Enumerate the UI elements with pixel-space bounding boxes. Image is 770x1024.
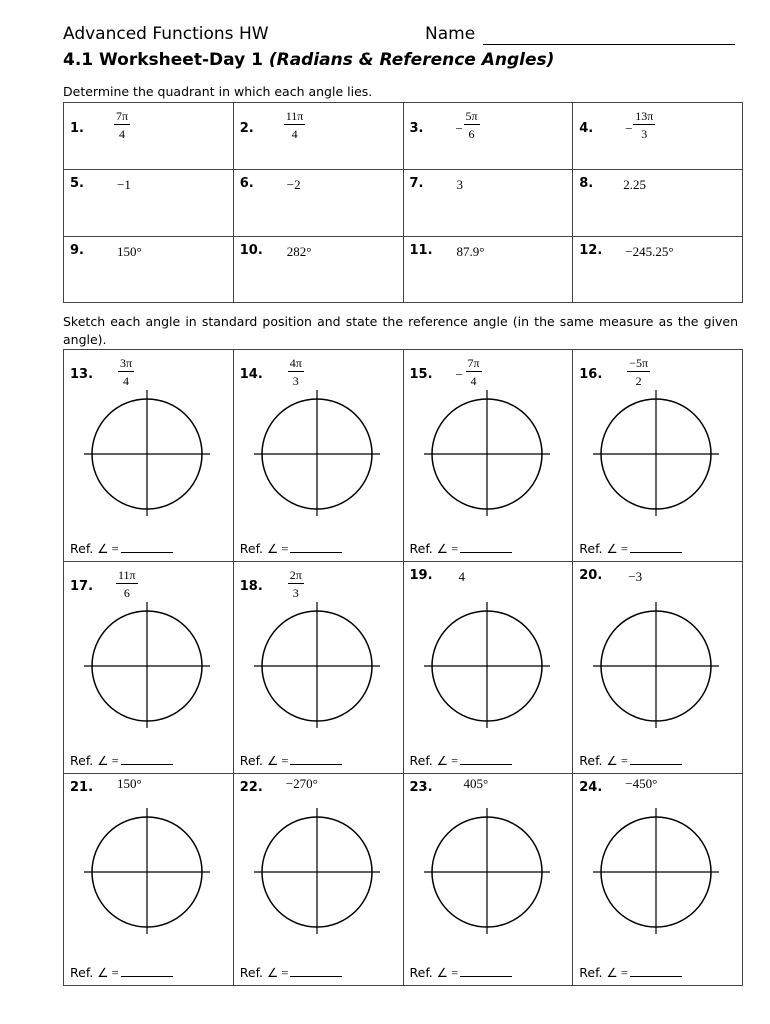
angle-fraction: $\frac{5\pi}{6}$ bbox=[465, 109, 478, 141]
angle-value: 282° bbox=[286, 244, 312, 259]
reference-angle-answer[interactable]: Ref. ∠ = bbox=[410, 965, 513, 981]
problem-cell[interactable] bbox=[233, 103, 403, 170]
problem-number: 5. bbox=[70, 176, 84, 191]
answer-blank[interactable] bbox=[630, 976, 682, 977]
problem-number: 12. bbox=[579, 243, 603, 258]
problem-number: 11. bbox=[409, 243, 433, 258]
subtitle-topic: (Radians & Reference Angles) bbox=[268, 50, 555, 70]
answer-blank[interactable] bbox=[460, 764, 512, 765]
angle-fraction: $\frac{11\pi}{6}$ bbox=[118, 568, 136, 600]
sketch-cell[interactable] bbox=[403, 562, 573, 774]
angle-fraction: $\frac{7\pi}{4}$ bbox=[467, 356, 480, 388]
reference-angle-answer[interactable]: Ref. ∠ = bbox=[240, 965, 343, 981]
problem-number: 16. bbox=[579, 367, 603, 382]
angle-value: 150° bbox=[117, 244, 142, 259]
angle-fraction: $\frac{2\pi}{3}$ bbox=[289, 568, 302, 600]
problem-cell[interactable] bbox=[403, 103, 573, 170]
sketch-cell[interactable] bbox=[64, 350, 234, 562]
negative-sign: − bbox=[455, 367, 463, 382]
angle-fraction: $\frac{-5\pi}{2}$ bbox=[629, 356, 649, 388]
problem-number: 10. bbox=[239, 243, 263, 258]
problem-number: 21. bbox=[70, 780, 94, 795]
sketch-cell[interactable] bbox=[573, 562, 743, 774]
sketch-cell[interactable] bbox=[573, 774, 743, 986]
name-label: Name bbox=[425, 24, 476, 44]
problem-number: 8. bbox=[579, 176, 594, 191]
angle-value: 150° bbox=[117, 776, 142, 791]
unit-circle-axes[interactable] bbox=[422, 390, 552, 516]
problem-number: 23. bbox=[409, 780, 433, 795]
angle-fraction: $\frac{13\pi}{3}$ bbox=[635, 109, 654, 141]
angle-fraction: $\frac{11\pi}{4}$ bbox=[285, 109, 304, 141]
angle-fraction: $\frac{3\pi}{4}$ bbox=[120, 356, 133, 388]
problem-cell[interactable] bbox=[64, 103, 234, 170]
answer-blank[interactable] bbox=[460, 552, 512, 553]
problem-number: 19. bbox=[409, 568, 433, 583]
angle-value: −1 bbox=[117, 177, 131, 192]
reference-angle-answer[interactable]: Ref. ∠ = bbox=[70, 541, 173, 557]
sketch-cell[interactable] bbox=[403, 774, 573, 986]
unit-circle-axes[interactable] bbox=[252, 808, 382, 934]
problem-cell[interactable] bbox=[64, 170, 234, 237]
negative-sign: − bbox=[455, 121, 463, 136]
problem-number: 14. bbox=[239, 367, 263, 382]
problem-number: 6. bbox=[239, 176, 254, 191]
unit-circle-axes[interactable] bbox=[82, 808, 212, 934]
problem-number: 9. bbox=[70, 243, 84, 258]
sketch-cell[interactable] bbox=[64, 774, 234, 986]
angle-value: 3 bbox=[456, 177, 463, 192]
problem-number: 7. bbox=[409, 176, 424, 191]
sketch-cell[interactable] bbox=[233, 562, 403, 774]
sketch-cell[interactable] bbox=[403, 350, 573, 562]
unit-circle-axes[interactable] bbox=[82, 390, 212, 516]
angle-value: 2.25 bbox=[623, 177, 646, 192]
problem-number: 18. bbox=[239, 579, 263, 594]
problem-cell[interactable] bbox=[403, 237, 573, 303]
problem-number: 20. bbox=[579, 568, 603, 583]
worksheet-subtitle bbox=[63, 50, 554, 70]
reference-angle-answer[interactable]: Ref. ∠ = bbox=[579, 965, 682, 981]
unit-circle-axes[interactable] bbox=[591, 602, 721, 728]
problem-number: 1. bbox=[70, 121, 84, 136]
sketch-cell[interactable] bbox=[233, 774, 403, 986]
name-blank[interactable] bbox=[483, 44, 735, 45]
answer-blank[interactable] bbox=[290, 764, 342, 765]
sketch-problems-table bbox=[63, 349, 743, 986]
unit-circle-axes[interactable] bbox=[252, 602, 382, 728]
problem-cell[interactable] bbox=[573, 170, 743, 237]
sketch-cell[interactable] bbox=[573, 350, 743, 562]
answer-blank[interactable] bbox=[121, 552, 173, 553]
answer-blank[interactable] bbox=[290, 976, 342, 977]
reference-angle-answer[interactable]: Ref. ∠ = bbox=[579, 541, 682, 557]
reference-angle-answer[interactable]: Ref. ∠ = bbox=[410, 541, 513, 557]
problem-number: 3. bbox=[409, 121, 424, 136]
unit-circle-axes[interactable] bbox=[422, 602, 552, 728]
problem-number: 17. bbox=[70, 579, 94, 594]
problem-cell[interactable] bbox=[573, 237, 743, 303]
answer-blank[interactable] bbox=[460, 976, 512, 977]
reference-angle-answer[interactable]: Ref. ∠ = bbox=[70, 965, 173, 981]
reference-angle-answer[interactable]: Ref. ∠ = bbox=[240, 753, 343, 769]
answer-blank[interactable] bbox=[630, 552, 682, 553]
angle-value: 87.9° bbox=[456, 244, 485, 259]
answer-blank[interactable] bbox=[290, 552, 342, 553]
angle-value: −270° bbox=[285, 776, 318, 791]
problem-number: 22. bbox=[239, 780, 263, 795]
unit-circle-axes[interactable] bbox=[591, 808, 721, 934]
sketch-instruction: Sketch each angle in standard position and state the reference angle (in the same measure as the given angle). bbox=[63, 314, 738, 347]
answer-blank[interactable] bbox=[121, 764, 173, 765]
problem-number: 13. bbox=[70, 367, 94, 382]
angle-value: 4 bbox=[458, 569, 465, 584]
problem-cell[interactable] bbox=[233, 237, 403, 303]
angle-fraction: $\frac{7\pi}{4}$ bbox=[116, 109, 129, 141]
angle-value: −2 bbox=[286, 177, 301, 192]
reference-angle-answer[interactable]: Ref. ∠ = bbox=[70, 753, 173, 769]
angle-value: −3 bbox=[628, 569, 643, 584]
unit-circle-axes[interactable] bbox=[422, 808, 552, 934]
unit-circle-axes[interactable] bbox=[252, 390, 382, 516]
answer-blank[interactable] bbox=[630, 764, 682, 765]
quadrant-instruction: Determine the quadrant in which each angle lies. bbox=[63, 84, 373, 99]
quadrant-problems-table bbox=[63, 102, 743, 303]
reference-angle-answer[interactable]: Ref. ∠ = bbox=[410, 753, 513, 769]
answer-blank[interactable] bbox=[121, 976, 173, 977]
angle-value: −245.25° bbox=[625, 244, 674, 259]
reference-angle-answer[interactable]: Ref. ∠ = bbox=[579, 753, 682, 769]
reference-angle-answer[interactable]: Ref. ∠ = bbox=[240, 541, 343, 557]
problem-cell[interactable] bbox=[403, 170, 573, 237]
angle-value: −450° bbox=[625, 776, 658, 791]
course-title: Advanced Functions HW bbox=[63, 24, 269, 44]
problem-cell[interactable] bbox=[573, 103, 743, 170]
problem-cell[interactable] bbox=[64, 237, 234, 303]
problem-number: 24. bbox=[579, 780, 603, 795]
sketch-cell[interactable] bbox=[233, 350, 403, 562]
subtitle-main: 4.1 Worksheet-Day 1 bbox=[63, 50, 263, 70]
unit-circle-axes[interactable] bbox=[82, 602, 212, 728]
angle-fraction: $\frac{4\pi}{3}$ bbox=[289, 356, 302, 388]
sketch-cell[interactable] bbox=[64, 562, 234, 774]
problem-number: 2. bbox=[239, 121, 254, 136]
problem-cell[interactable] bbox=[233, 170, 403, 237]
problem-number: 15. bbox=[409, 367, 433, 382]
negative-sign: − bbox=[625, 121, 633, 136]
angle-value: 405° bbox=[463, 776, 489, 791]
unit-circle-axes[interactable] bbox=[591, 390, 721, 516]
problem-number: 4. bbox=[579, 121, 594, 136]
